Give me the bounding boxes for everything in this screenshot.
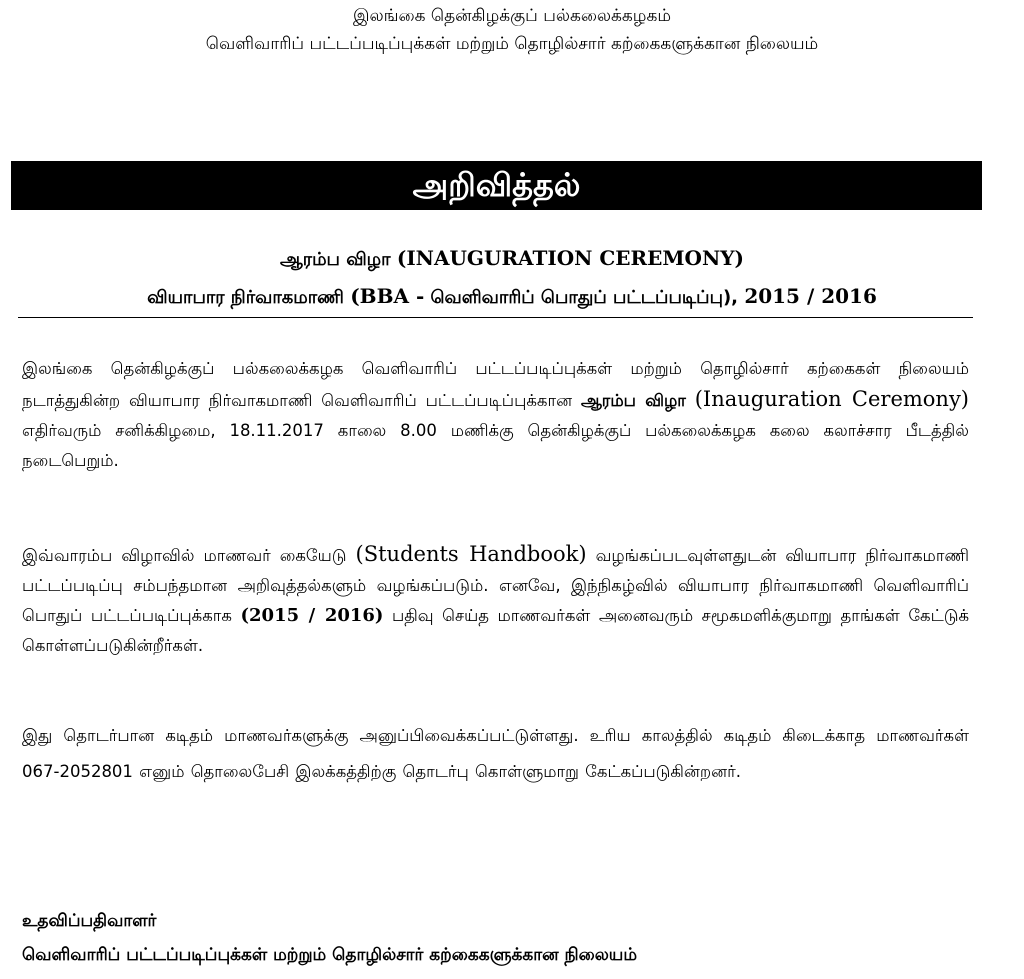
- notice-banner: [11, 161, 982, 210]
- programme-heading-tamil-a: வியாபார நிர்வாகமாணி: [147, 287, 344, 308]
- p2-english: (Students Handbook): [355, 542, 587, 566]
- p2-text-a: இவ்வாரம்ப விழாவில் மாணவர் கையேடு: [22, 546, 347, 565]
- p2-text-b: வழங்கப்படவுள்ளதுடன் வியாபார நிர்வாகமாணி பட்டப்படிப்பு சம்பந்தமான அறிவுத்தல்களும் வழங்கப்படும். எனவே, இந்நிகழ்வில் வியாபார நிர்வாகமாணி வெளிவாரிப் பொதுப் பட்டப்படிப்புக்காக: [22, 546, 969, 625]
- programme-heading-english: (BBA -: [350, 284, 425, 308]
- heading-divider: [18, 317, 973, 318]
- paragraph-ceremony-details: [22, 354, 969, 476]
- p1-text-a: இலங்கை தென்கிழக்குப் பல்கலைக்கழக வெளிவாரிப் பட்டப்படிப்புக்கள் மற்றும் தொழில்சார் கற்கைகள் நிலையம் நடாத்துகின்ற வியாபார நிர்வாகமாணி வெளிவாரிப் பட்டப்படிப்புக்கான: [22, 359, 969, 410]
- programme-heading: [0, 283, 1024, 311]
- programme-heading-year: 2015 / 2016: [744, 284, 877, 308]
- p1-bold-title: ஆரம்ப விழா: [580, 391, 686, 410]
- signatory-centre: வெளிவாரிப் பட்டப்படிப்புக்கள் மற்றும் தொழில்சார் கற்கைகளுக்கான நிலையம்: [22, 945, 638, 965]
- signatory-role: உதவிப்பதிவாளர்: [22, 911, 157, 931]
- p2-year: (2015 / 2016): [240, 605, 384, 626]
- programme-heading-tamil-b: வெளிவாரிப் பொதுப் பட்டப்படிப்பு),: [430, 287, 739, 308]
- ceremony-heading-english: (INAUGURATION CEREMONY): [396, 246, 744, 270]
- p3-text: இது தொடர்பான கடிதம் மாணவர்களுக்கு அனுப்பிவைக்கப்பட்டுள்ளது. உரிய காலத்தில் கடிதம் கிடைக்காத மாணவர்கள் 067-2052801 எனும் தொலைபேசி இலக்கத்திற்கு தொடர்பு கொள்ளுமாறு கேட்கப்படுகின்றனர்.: [22, 726, 969, 781]
- paragraph-handbook: [22, 539, 969, 661]
- p1-text-b: எதிர்வரும் சனிக்கிழமை, 18.11.2017 காலை 8.00 மணிக்கு தென்கிழக்குப் பல்கலைக்கழக கலை கலாச்சார பீடத்தில் நடைபெறும்.: [22, 421, 969, 470]
- p2-text-c: பதிவு செய்த மாணவர்கள் அனைவரும் சமூகமளிக்குமாறு தாங்கள் கேட்டுக் கொள்ளப்படுகின்றீர்கள்.: [22, 606, 969, 655]
- ceremony-heading: [0, 245, 1024, 273]
- paragraph-contact: [22, 718, 969, 790]
- p1-english: (Inauguration Ceremony): [694, 387, 970, 411]
- notice-title: அறிவித்தல்: [412, 166, 581, 204]
- ceremony-heading-tamil: ஆரம்ப விழா: [280, 249, 391, 270]
- centre-name: வெளிவாரிப் பட்டப்படிப்புக்கள் மற்றும் தொழில்சார் கற்கைகளுக்கான நிலையம்: [205, 34, 819, 54]
- university-name: இலங்கை தென்கிழக்குப் பல்கலைக்கழகம்: [352, 6, 672, 26]
